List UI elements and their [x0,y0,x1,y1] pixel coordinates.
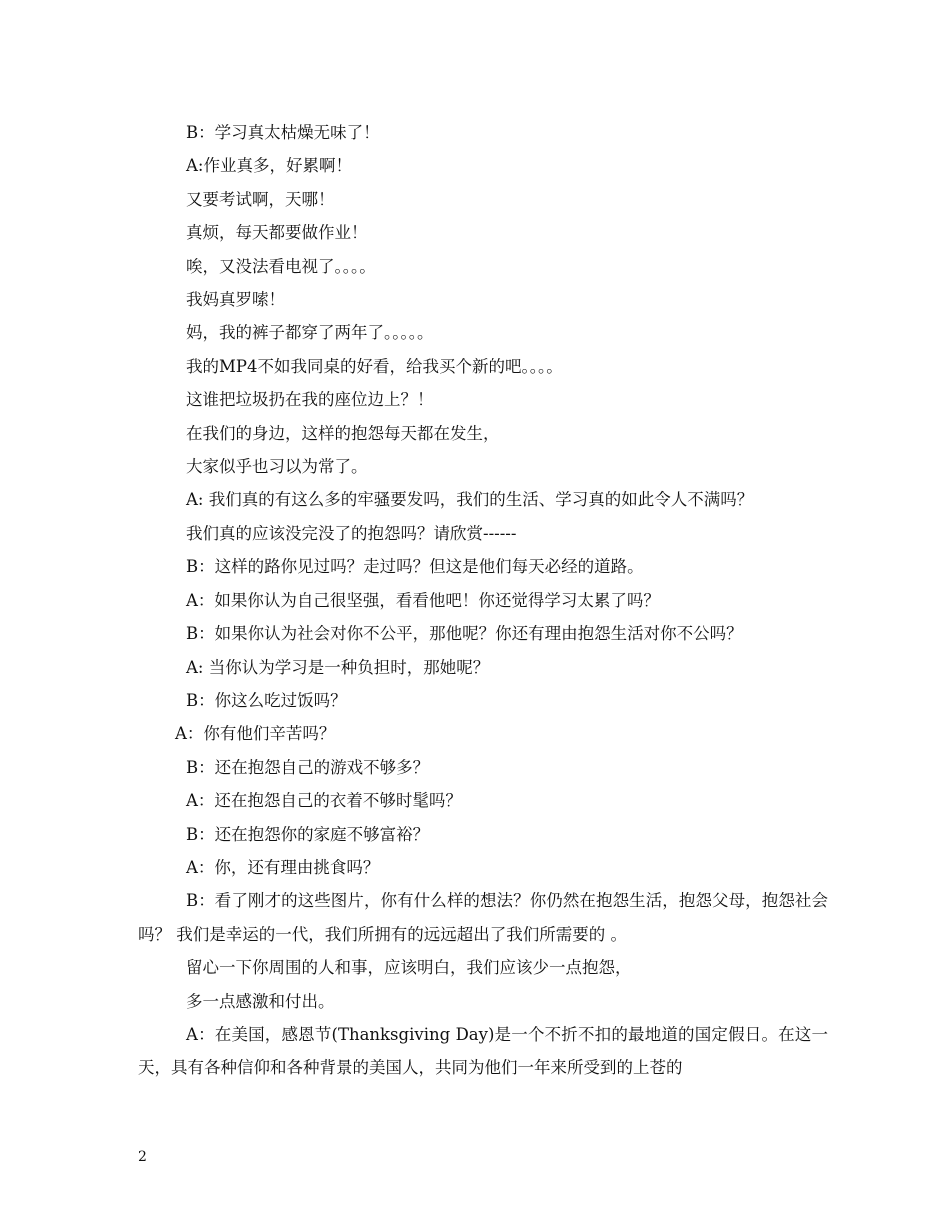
dialogue-line: 大家似乎也习以为常了。 [186,457,368,477]
dialogue-line: 妈，我的裤子都穿了两年了。。。。。 [186,323,434,343]
dialogue-line: 留心一下你周围的人和事，应该明白，我们应该少一点抱怨， [186,958,632,978]
dialogue-line: A：还在抱怨自己的衣着不够时髦吗？ [186,791,462,811]
dialogue-line: A: 当你认为学习是一种负担时，那她呢？ [186,657,490,677]
dialogue-line: 又要考试啊，天哪！ [186,189,335,209]
dialogue-line: B：你这么吃过饭吗？ [186,690,347,710]
dialogue-line: B：这样的路你见过吗？走过吗？但这是他们每天必经的道路。 [186,557,644,577]
dialogue-line: A：你有他们辛苦吗？ [175,724,336,744]
dialogue-line: 唉，又没法看电视了。。。。 [186,256,376,276]
dialogue-line: B：还在抱怨你的家庭不够富裕？ [186,824,430,844]
document-body [138,116,828,1085]
dialogue-line: 我妈真罗嗦！ [186,290,285,310]
dialogue-line: A：如果你认为自己很坚强，看看他吧！你还觉得学习太累了吗？ [186,590,660,610]
dialogue-line: 这谁把垃圾扔在我的座位边上？！ [186,390,434,410]
dialogue-line: B：还在抱怨自己的游戏不够多？ [186,757,430,777]
page-number: 2 [138,1149,147,1165]
dialogue-line: 多一点感激和付出。 [186,991,335,1011]
dialogue-line: A：你，还有理由挑食吗？ [186,857,380,877]
dialogue-line: 我们真的应该没完没了的抱怨吗？请欣赏------ [186,523,517,543]
dialogue-line: A:作业真多，好累啊！ [186,156,352,176]
dialogue-paragraph: B：看了刚才的这些图片，你有什么样的想法？你仍然在抱怨生活，抱怨父母，抱怨社会吗？ 我们是幸运的一代，我们所拥有的远远超出了我们所需要的 。 [138,891,828,944]
dialogue-line: 在我们的身边，这样的抱怨每天都在发生， [186,423,500,443]
dialogue-line: 真烦，每天都要做作业！ [186,223,368,243]
dialogue-line: 我的MP4不如我同桌的好看，给我买个新的吧。。。。 [186,356,563,376]
dialogue-line: B：如果你认为社会对你不公平，那他呢？你还有理由抱怨生活对你不公吗？ [186,624,743,644]
dialogue-paragraph: A：在美国，感恩节(Thanksgiving Day)是一个不折不扣的最地道的国定假日。在这一天，具有各种信仰和各种背景的美国人，共同为他们一年来所受到的上苍的 [138,1024,828,1078]
dialogue-line: B：学习真太枯燥无味了！ [186,123,380,142]
dialogue-line: A: 我们真的有这么多的牢骚要发吗，我们的生活、学习真的如此令人不满吗？ [186,490,754,510]
